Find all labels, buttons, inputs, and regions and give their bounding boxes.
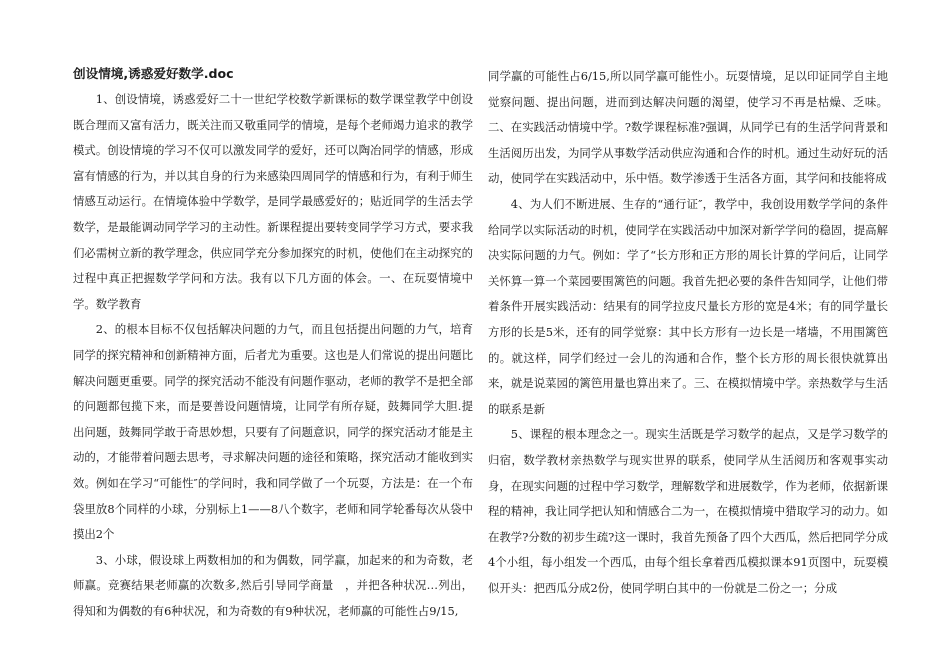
paragraph-3-continued: 同学赢的可能性占6/15,所以同学赢可能性小。玩耍情境，足以印证同学自主地觉察问题、提出问题，进而到达解决问题的渴望，使学习不再是枯燥、乏味。二、在实践活动情境中学。?数学课程标准?强调，从同学已有的生活学问背景和生活阅历出发，为同学从事数学活动供应沟通和合作的时机。通过生动好玩的活动，使同学在实践活动中，乐中悟。数学渗透于生活各方面，其学问和技能将成 [488, 69, 888, 186]
right-column [488, 64, 888, 601]
paragraph-2: 2、的根本目标不仅包括解决问题的力气，而且包括提出问题的力气，培育同学的探究精神和创新精神方面，后者尤为重要。这也是人们常说的提出问题比解决问题更重要。同学的探究活动不能没有问题作驱动，老师的教学不是把全部的问题都包揽下来，而是要善设问题情境，让同学有所存疑，鼓舞同学大胆.提出问题，鼓舞同学敢于奇思妙想，只要有了问题意识，同学的探究活动才能是主动的，才能带着问题去思考，寻求解决问题的途径和策略，探究活动才能收到实效。例如在学习“可能性″的学问时，我和同学做了一个玩耍，方法是：在一个布袋里放8个同样的小球，分别标上1——8八个数字，老师和同学轮番每次从袋中摸出2个 [73, 322, 473, 542]
paragraph-5: 5、课程的根本理念之一。现实生活既是学习数学的起点，又是学习数学的归宿，数学教材亲热数学与现实世界的联系，使同学从生活阅历和客观事实动身，在现实问题的过程中学习数学，理解数学和进展数学，作为老师，依据新课程的精神，我让同学把认知和情感合二为一，在模拟情境中猎取学习的动力。如在教学?分数的初步生疏?这一课时，我首先预备了四个大西瓜，然后把同学分成4个小组，每小组发一个西瓜，由每个组长拿着西瓜模拟课本91页图中，玩耍模似开头：把西瓜分成2份，使同学明白其中的一份就是二份之一；分成 [488, 427, 888, 595]
paragraph-4: 4、为人们不断进展、生存的“通行证″，教学中，我创设用数学学问的条件给同学以实际活动的时机，使同学在实践活动中加深对新学学问的稳固，提高解决实际问题的力气。例如：学了“长方形和正方形的周长计算的学问后，让同学关怀算一算一个菜园要围篱笆的问题。我首先把必要的条件告知同学，让他们带着条件开展实践活动：结果有的同学拉皮尺量长方形的宽是4米；有的同学量长方形的长是5米，还有的同学觉察：其中长方形有一边长是一堵墙，不用围篱笆的。就这样，同学们经过一会儿的沟通和合作，整个长方形的周长很快就算出来，就是说菜园的篱笆用量也算出来了。三、在模拟情境中学。亲热数学与生活的联系是新 [488, 196, 888, 416]
paragraph-3: 3、小球，假设球上两数相加的和为偶数，同学赢，加起来的和为奇数，老师赢。竞赛结果老师赢的次数多,然后引导同学商量 ，并把各种状况…列出，得知和为偶数的有6种状况，和为奇数的有9种状况，老师赢的可能性占9/15, [73, 552, 473, 618]
document-title: 创设情境,诱惑爱好数学.doc [73, 66, 234, 81]
paragraph-1: 1、创设情境，诱惑爱好二十一世纪学校数学新课标的数学课堂教学中创设既合理而又富有活力，既关注而又敬重同学的情境，是每个老师竭力追求的教学模式。创设情境的学习不仅可以激发同学的爱好，还可以陶冶同学的情感，形成富有情感的行为，并以其自身的行为来感染四周同学的情感和行为，有利于师生情感互动运行。在情境体验中学数学，是同学最感爱好的；贴近同学的生活去学数学，是最能调动同学学习的主动性。新课程提出要转变同学学习方式，要求我们必需树立新的教学理念，供应同学充分参加探究的时机，使他们在主动探究的过程中真正把握数学学问和方法。我有以下几方面的体会。一、在玩耍情境中学。数学教育 [73, 92, 473, 311]
left-column [73, 62, 473, 624]
